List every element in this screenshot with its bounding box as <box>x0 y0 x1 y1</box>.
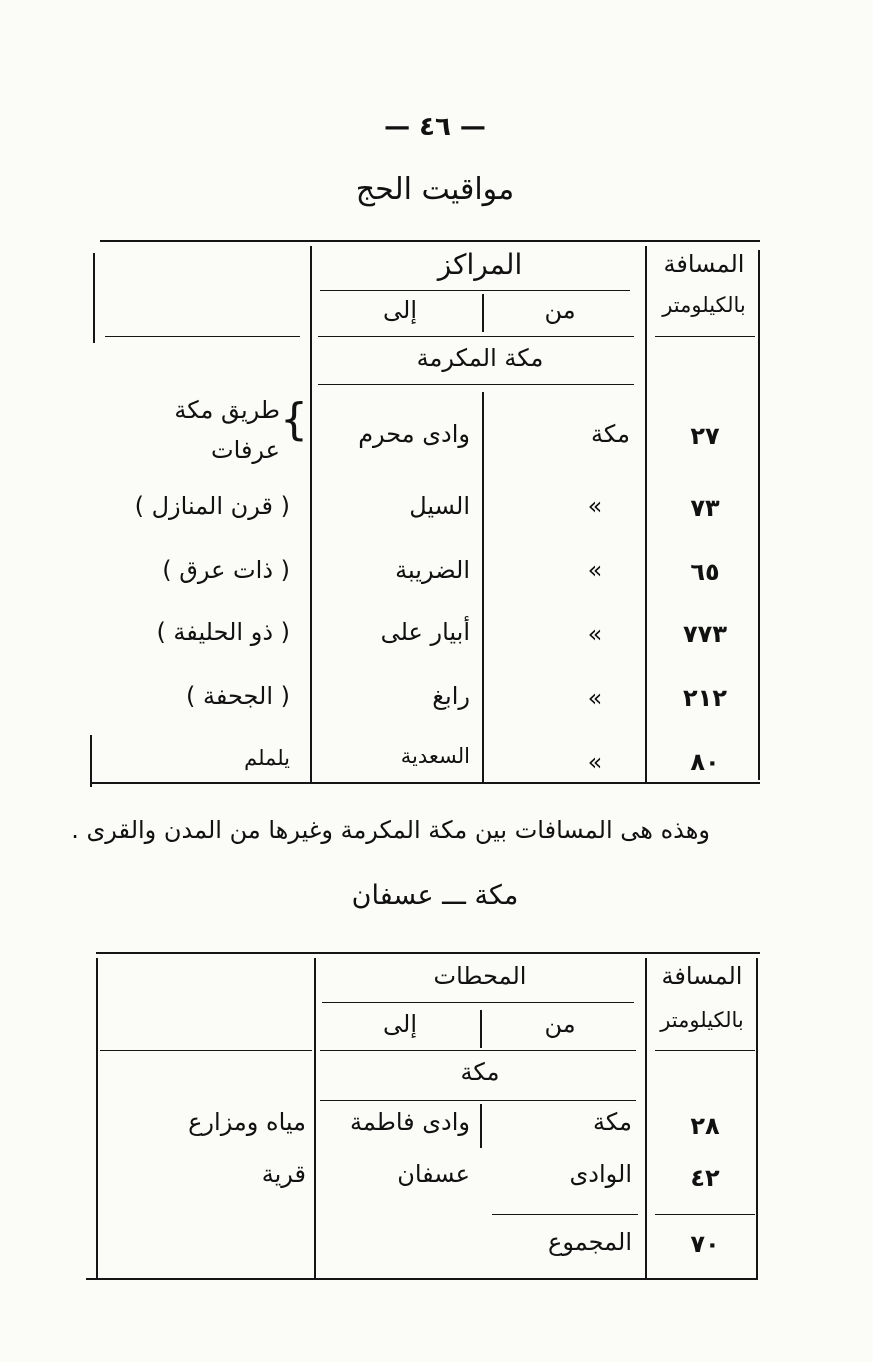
header-from: من <box>544 1010 576 1038</box>
row-distance: ٢١٢ <box>683 684 727 712</box>
total-value: ٧٠ <box>690 1230 720 1258</box>
header-from: من <box>544 296 576 324</box>
row-distance: ٦٥ <box>690 558 720 586</box>
header-stations: المحطات <box>433 962 527 990</box>
row-to: عسفان <box>397 1160 470 1188</box>
header-distance-line1: المسافة <box>661 962 743 990</box>
row-from: مكة <box>591 420 630 448</box>
row-to: أبيار على <box>380 618 470 646</box>
row-to: رابغ <box>432 682 470 710</box>
row-distance: ٤٢ <box>690 1164 720 1192</box>
row-distance: ٢٧ <box>690 422 720 450</box>
route-title: مكة ـــ عسفان <box>351 880 519 911</box>
row-note: مياه ومزارع <box>188 1108 306 1136</box>
group-label: مكة المكرمة <box>416 344 544 372</box>
header-distance-line2: بالكيلومتر <box>660 1008 744 1032</box>
row-from: » <box>587 556 603 584</box>
row-from: » <box>587 492 603 520</box>
total-label: المجموع <box>548 1228 632 1256</box>
brace-note-line1: طريق مكة <box>174 396 280 424</box>
row-distance: ٢٨ <box>690 1112 720 1140</box>
row-distance: ٧٧٣ <box>683 620 727 648</box>
row-to: وادى محرم <box>358 420 470 448</box>
row-note: يلملم <box>244 746 290 770</box>
row-from: مكة <box>593 1108 632 1136</box>
row-to: الضريبة <box>395 556 470 584</box>
row-from: » <box>587 620 603 648</box>
row-from: الوادى <box>569 1160 632 1188</box>
header-centers: المراكز <box>437 248 523 281</box>
row-distance: ٨٠ <box>690 748 720 776</box>
brace-glyph: { <box>280 394 308 445</box>
brace-note-line2: عرفات <box>211 436 280 464</box>
row-note: ( قرن المنازل ) <box>134 492 290 520</box>
header-distance-line2: بالكيلومتر <box>662 293 746 317</box>
row-distance: ٧٣ <box>690 494 720 522</box>
row-to: السيل <box>409 492 470 520</box>
header-distance-line1: المسافة <box>663 250 745 278</box>
row-to: السعدية <box>400 744 470 768</box>
section-title: مواقيت الحج <box>355 172 515 207</box>
row-note: ( الجحفة ) <box>186 682 290 710</box>
header-to: إلى <box>383 1010 417 1038</box>
intro-sentence: وهذه هى المسافات بين مكة المكرمة وغيرها من المدن والقرى . <box>71 816 710 844</box>
row-to: وادى فاطمة <box>350 1108 470 1136</box>
header-to: إلى <box>383 296 417 324</box>
row-from: » <box>587 684 603 712</box>
row-note: قرية <box>261 1160 306 1188</box>
row-from: » <box>587 748 603 776</box>
row-note: ( ذو الحليفة ) <box>156 618 290 646</box>
group-label: مكة <box>460 1058 500 1086</box>
page-number: — ٤٦ — <box>384 112 486 142</box>
row-note: ( ذات عرق ) <box>162 556 290 584</box>
